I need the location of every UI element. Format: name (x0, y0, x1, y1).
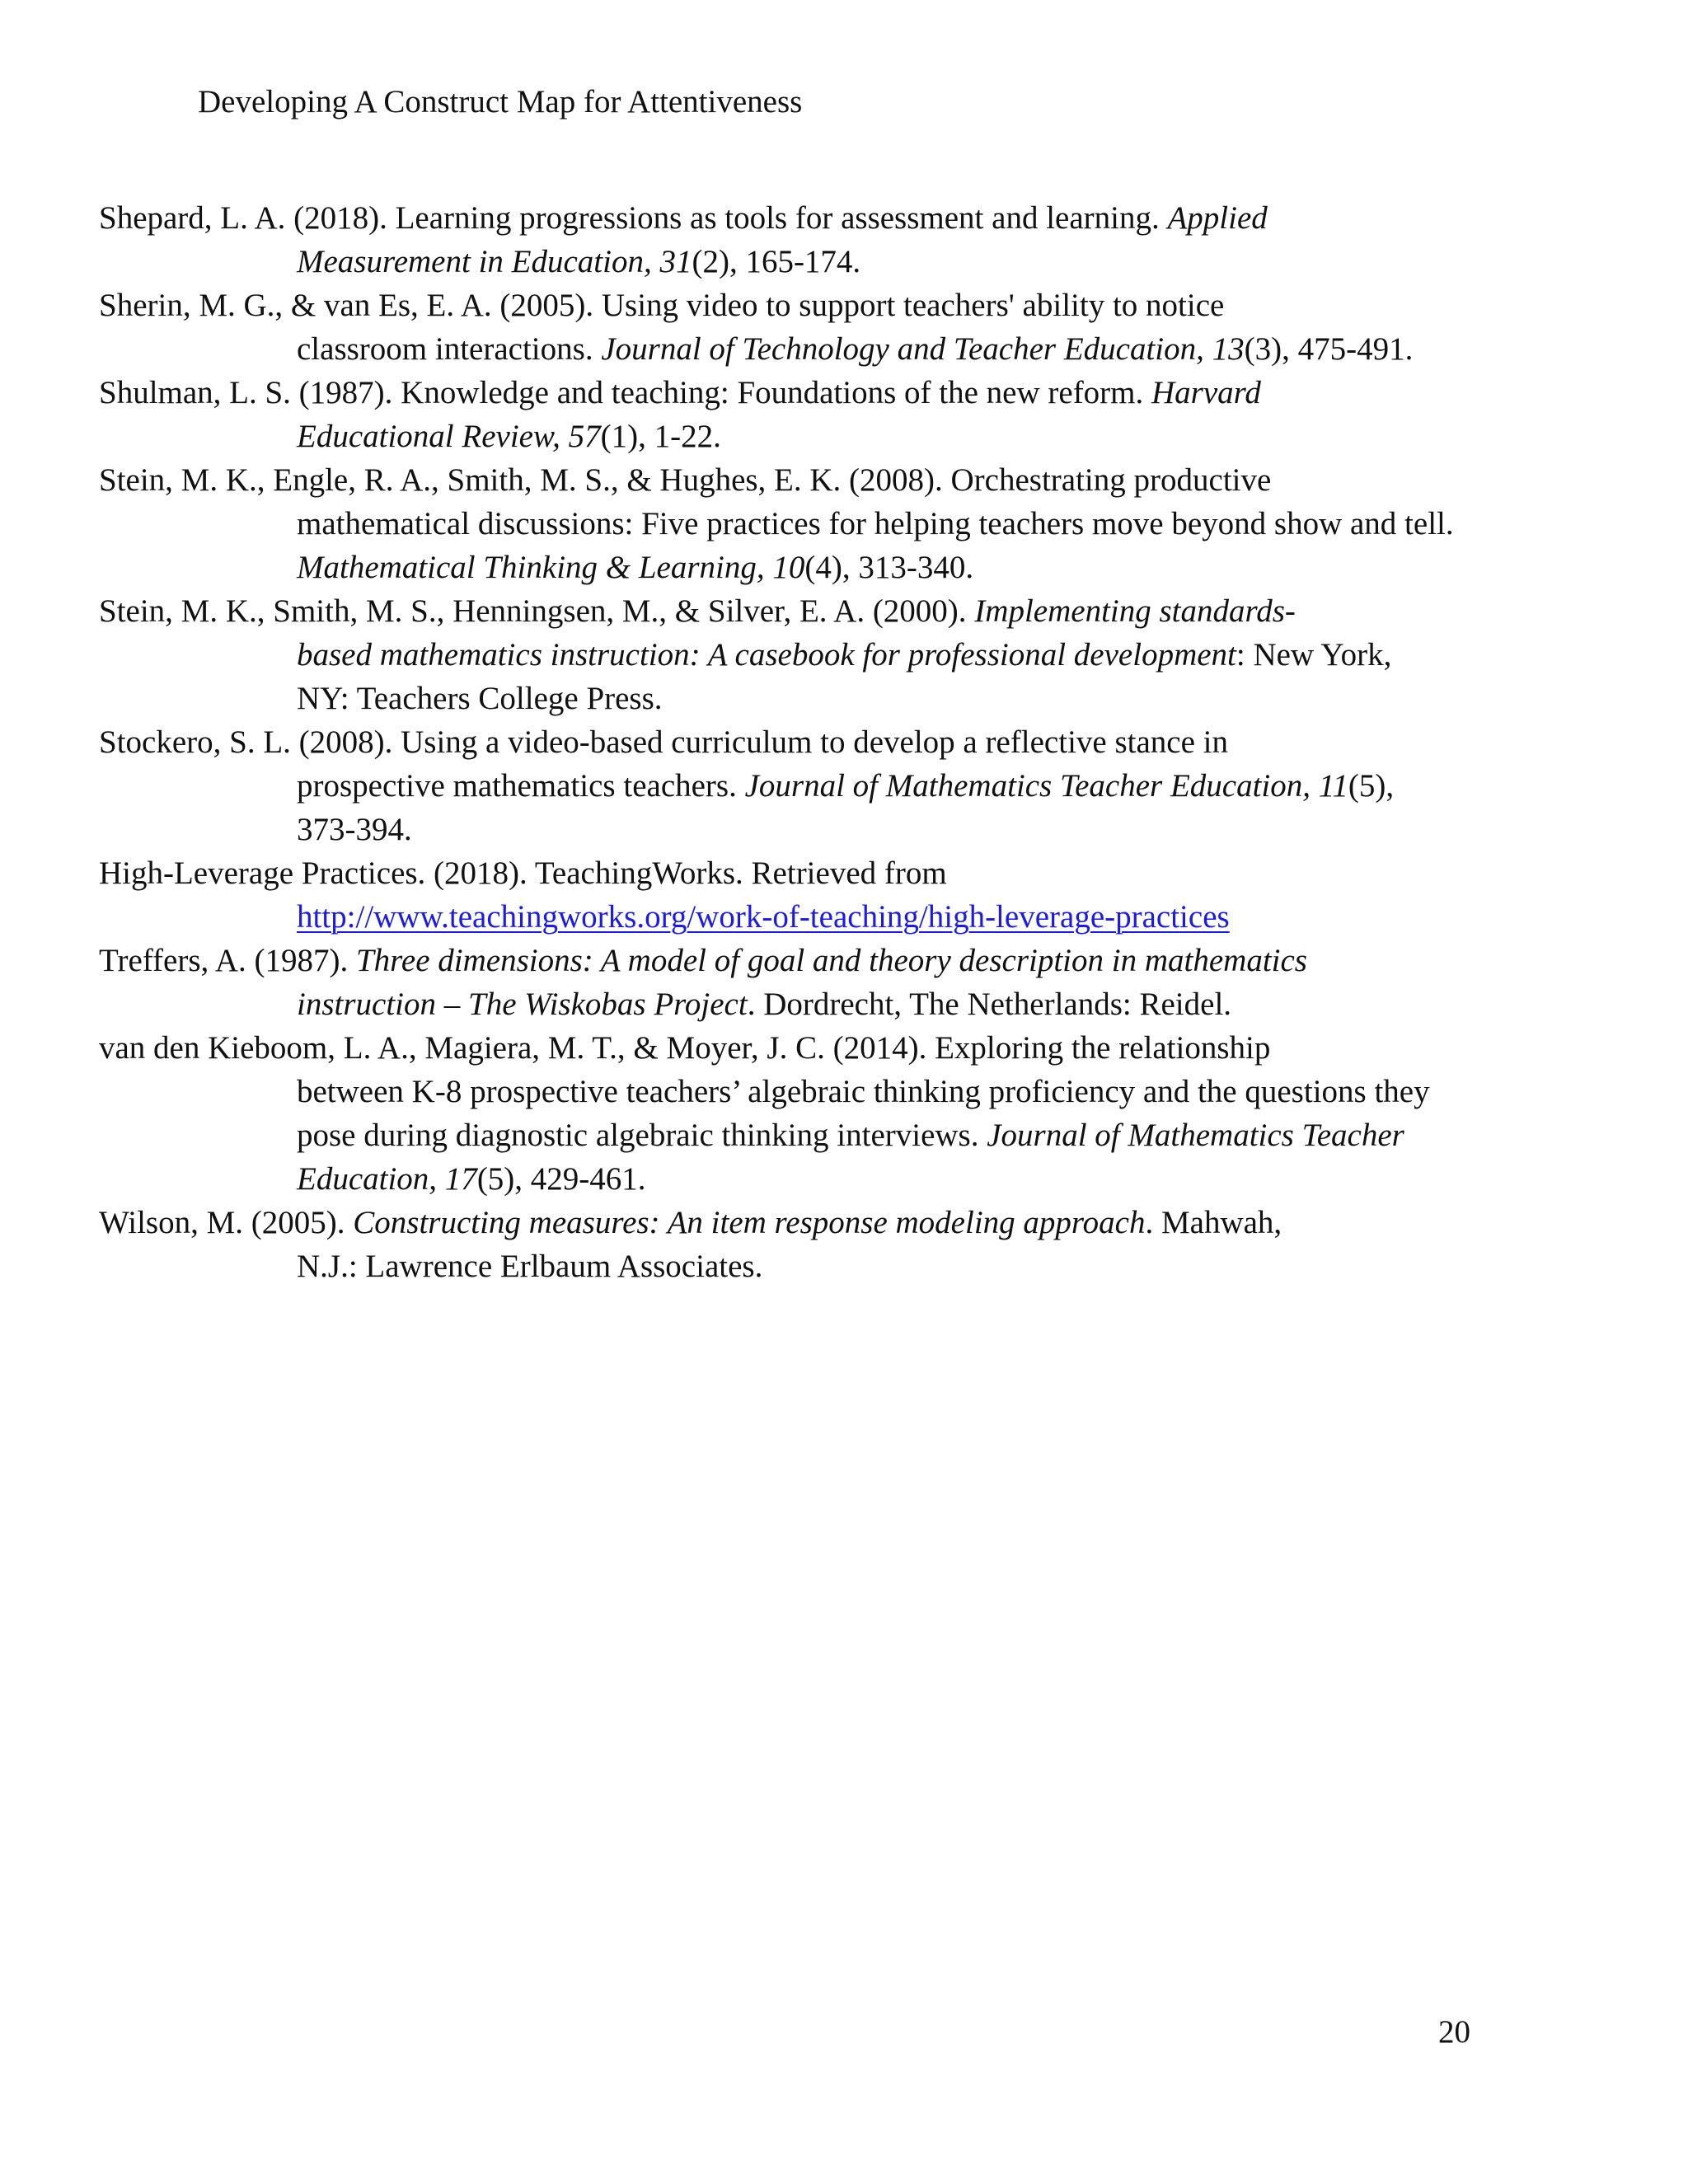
reference-continuation-line (198, 502, 1500, 546)
reference-entry (99, 371, 1500, 458)
reference-first-line (99, 196, 1500, 240)
reference-continuation-line (198, 808, 1500, 851)
reference-italic-text: based mathematics instruction: A casebook for professional development (297, 637, 1236, 673)
reference-first-line (99, 939, 1500, 982)
reference-text: van den Kieboom, L. A., Magiera, M. T., & Moyer, J. C. (2014). Exploring the relationship (99, 1030, 1271, 1066)
reference-italic-text: Harvard (1151, 375, 1261, 410)
reference-continuation-line (198, 895, 1500, 939)
reference-entry (99, 1026, 1500, 1201)
reference-text: prospective mathematics teachers. (297, 768, 745, 804)
reference-entry (99, 720, 1500, 851)
reference-continuation-line (198, 327, 1500, 371)
reference-text: (5), 429-461. (476, 1161, 646, 1197)
reference-text: between K-8 prospective teachers’ algebraic thinking proficiency and the questions they (297, 1074, 1430, 1109)
reference-italic-text: Journal of Mathematics Teacher Education, 11 (744, 768, 1348, 804)
running-head: Developing A Construct Map for Attentiveness (198, 84, 803, 120)
reference-list (99, 196, 1500, 1288)
page-number: 20 (1438, 2014, 1470, 2050)
reference-italic-text: Mathematical Thinking & Learning, 10 (297, 550, 805, 585)
reference-text: . Mahwah, (1145, 1205, 1282, 1240)
reference-entry (99, 284, 1500, 371)
reference-text: Stein, M. K., Smith, M. S., Henningsen, M., & Silver, E. A. (2000). (99, 593, 975, 629)
reference-text: mathematical discussions: Five practices for helping teachers move beyond show and tell. (297, 506, 1454, 541)
reference-text: : New York, (1236, 637, 1392, 673)
reference-first-line (99, 284, 1500, 327)
reference-entry (99, 1201, 1500, 1288)
reference-continuation-line (198, 633, 1500, 677)
reference-text: (5), (1348, 768, 1395, 804)
reference-text: . Dordrecht, The Netherlands: Reidel. (747, 987, 1232, 1022)
reference-first-line (99, 720, 1500, 764)
reference-text: Shepard, L. A. (2018). Learning progressions as tools for assessment and learning. (99, 200, 1168, 236)
reference-text: (3), 475-491. (1244, 331, 1414, 367)
reference-continuation-line (198, 1244, 1500, 1288)
reference-entry (99, 851, 1500, 939)
reference-first-line (99, 589, 1500, 633)
reference-text: Wilson, M. (2005). (99, 1205, 354, 1240)
reference-continuation-line (198, 1157, 1500, 1201)
reference-first-line (99, 1201, 1500, 1244)
reference-text: Sherin, M. G., & van Es, E. A. (2005). Using video to support teachers' ability to notice (99, 288, 1225, 323)
reference-entry (99, 458, 1500, 589)
reference-first-line (99, 851, 1500, 895)
reference-url-link[interactable]: http://www.teachingworks.org/work-of-teaching/high-leverage-practices (297, 899, 1230, 935)
reference-italic-text: Educational Review, 57 (297, 419, 601, 454)
reference-italic-text: Journal of Technology and Teacher Education, 13 (601, 331, 1245, 367)
reference-continuation-line (198, 546, 1500, 589)
reference-text: Stockero, S. L. (2008). Using a video-based curriculum to develop a reflective stance in (99, 724, 1228, 760)
reference-first-line (99, 1026, 1500, 1070)
reference-italic-text: Measurement in Education, 31 (297, 244, 692, 279)
reference-text: Shulman, L. S. (1987). Knowledge and teaching: Foundations of the new reform. (99, 375, 1152, 410)
reference-first-line (99, 458, 1500, 502)
reference-text: 373-394. (297, 812, 412, 847)
reference-text: High-Leverage Practices. (2018). TeachingWorks. Retrieved from (99, 855, 947, 891)
reference-text: Treffers, A. (1987). (99, 943, 356, 978)
reference-text: classroom interactions. (297, 331, 602, 367)
reference-italic-text: Applied (1167, 200, 1268, 236)
reference-text: (1), 1-22. (600, 419, 721, 454)
reference-continuation-line (198, 677, 1500, 720)
reference-text: pose during diagnostic algebraic thinking interviews. (297, 1118, 987, 1153)
reference-first-line (99, 371, 1500, 415)
reference-continuation-line (198, 982, 1500, 1026)
reference-italic-text: Implementing standards- (974, 593, 1296, 629)
reference-italic-text: Journal of Mathematics Teacher (987, 1118, 1404, 1153)
reference-text: NY: Teachers College Press. (297, 681, 663, 716)
reference-continuation-line (198, 415, 1500, 458)
reference-italic-text: Constructing measures: An item response modeling approach (353, 1205, 1146, 1240)
reference-text: Stein, M. K., Engle, R. A., Smith, M. S., & Hughes, E. K. (2008). Orchestrating productive (99, 462, 1272, 498)
reference-continuation-line (198, 1113, 1500, 1157)
reference-italic-text: Three dimensions: A model of goal and theory description in mathematics (355, 943, 1307, 978)
reference-continuation-line (198, 1070, 1500, 1113)
reference-text: N.J.: Lawrence Erlbaum Associates. (297, 1249, 763, 1284)
reference-continuation-line (198, 764, 1500, 808)
reference-entry (99, 196, 1500, 284)
reference-text: (4), 313-340. (804, 550, 974, 585)
reference-entry (99, 939, 1500, 1026)
reference-continuation-line (198, 240, 1500, 284)
reference-italic-text: Education, 17 (297, 1161, 477, 1197)
reference-italic-text: instruction – The Wiskobas Project (297, 987, 748, 1022)
reference-entry (99, 589, 1500, 720)
reference-text: (2), 165-174. (692, 244, 861, 279)
